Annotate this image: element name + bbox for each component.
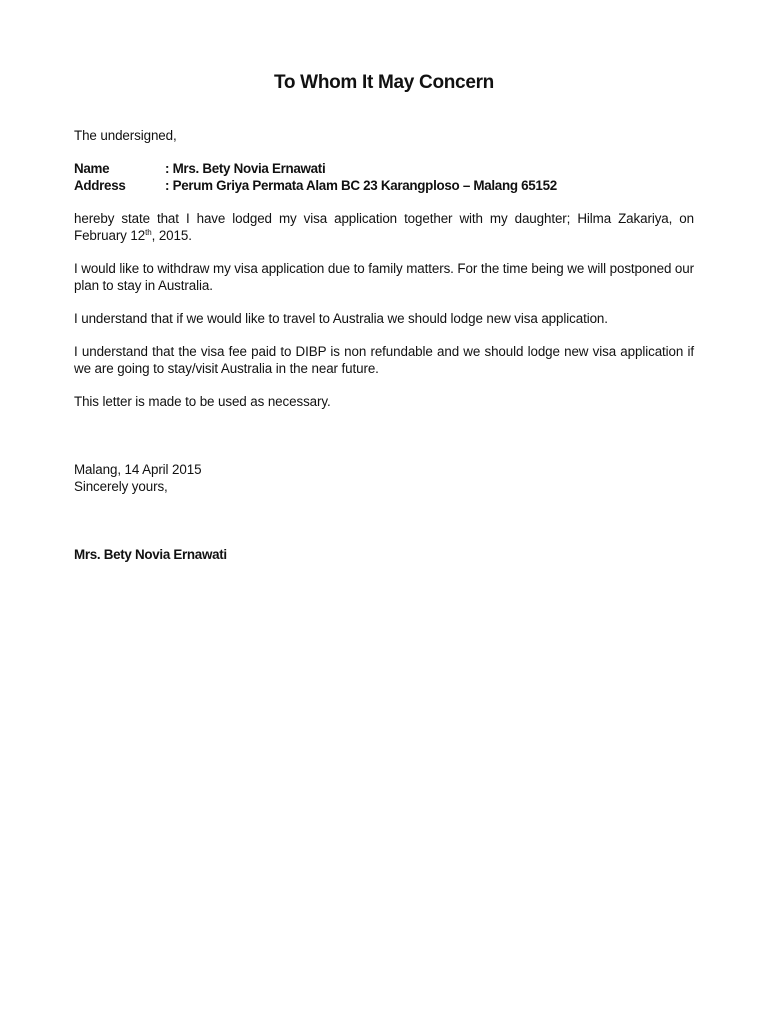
paragraph-visa-fee: I understand that the visa fee paid to DIBP is non refundable and we should lodge new visa application if we are going to stay/visit Australia in the near future.: [74, 344, 694, 376]
paragraph-withdraw: I would like to withdraw my visa application due to family matters. For the time being we will postponed our plan to stay in Australia.: [74, 261, 694, 293]
paragraph-statement: [74, 210, 694, 244]
name-label: Name: [74, 161, 110, 176]
statement-text: hereby state that I have lodged my visa application together with my daughter; Hilma Zakariya, on February 12: [74, 211, 694, 243]
place-date: Malang, 14 April 2015: [74, 462, 202, 477]
paragraph-purpose: This letter is made to be used as necessary.: [74, 394, 331, 409]
salutation: The undersigned,: [74, 128, 177, 143]
closing-block: [74, 461, 201, 495]
address-value: : Perum Griya Permata Alam BC 23 Karangploso – Malang 65152: [165, 178, 557, 193]
letter-body: [74, 127, 694, 426]
name-value: : Mrs. Bety Novia Ernawati: [165, 161, 326, 176]
info-row-name: [74, 160, 694, 177]
signature-name: Mrs. Bety Novia Ernawati: [74, 547, 227, 562]
statement-year: , 2015.: [151, 228, 192, 243]
paragraph-travel: I understand that if we would like to travel to Australia we should lodge new visa application.: [74, 311, 608, 326]
address-label: Address: [74, 178, 126, 193]
page-title: To Whom It May Concern: [274, 72, 494, 93]
closing-phrase: Sincerely yours,: [74, 479, 168, 494]
personal-info: [74, 160, 694, 194]
ordinal-suffix: th: [145, 228, 152, 237]
info-row-address: [74, 177, 694, 194]
